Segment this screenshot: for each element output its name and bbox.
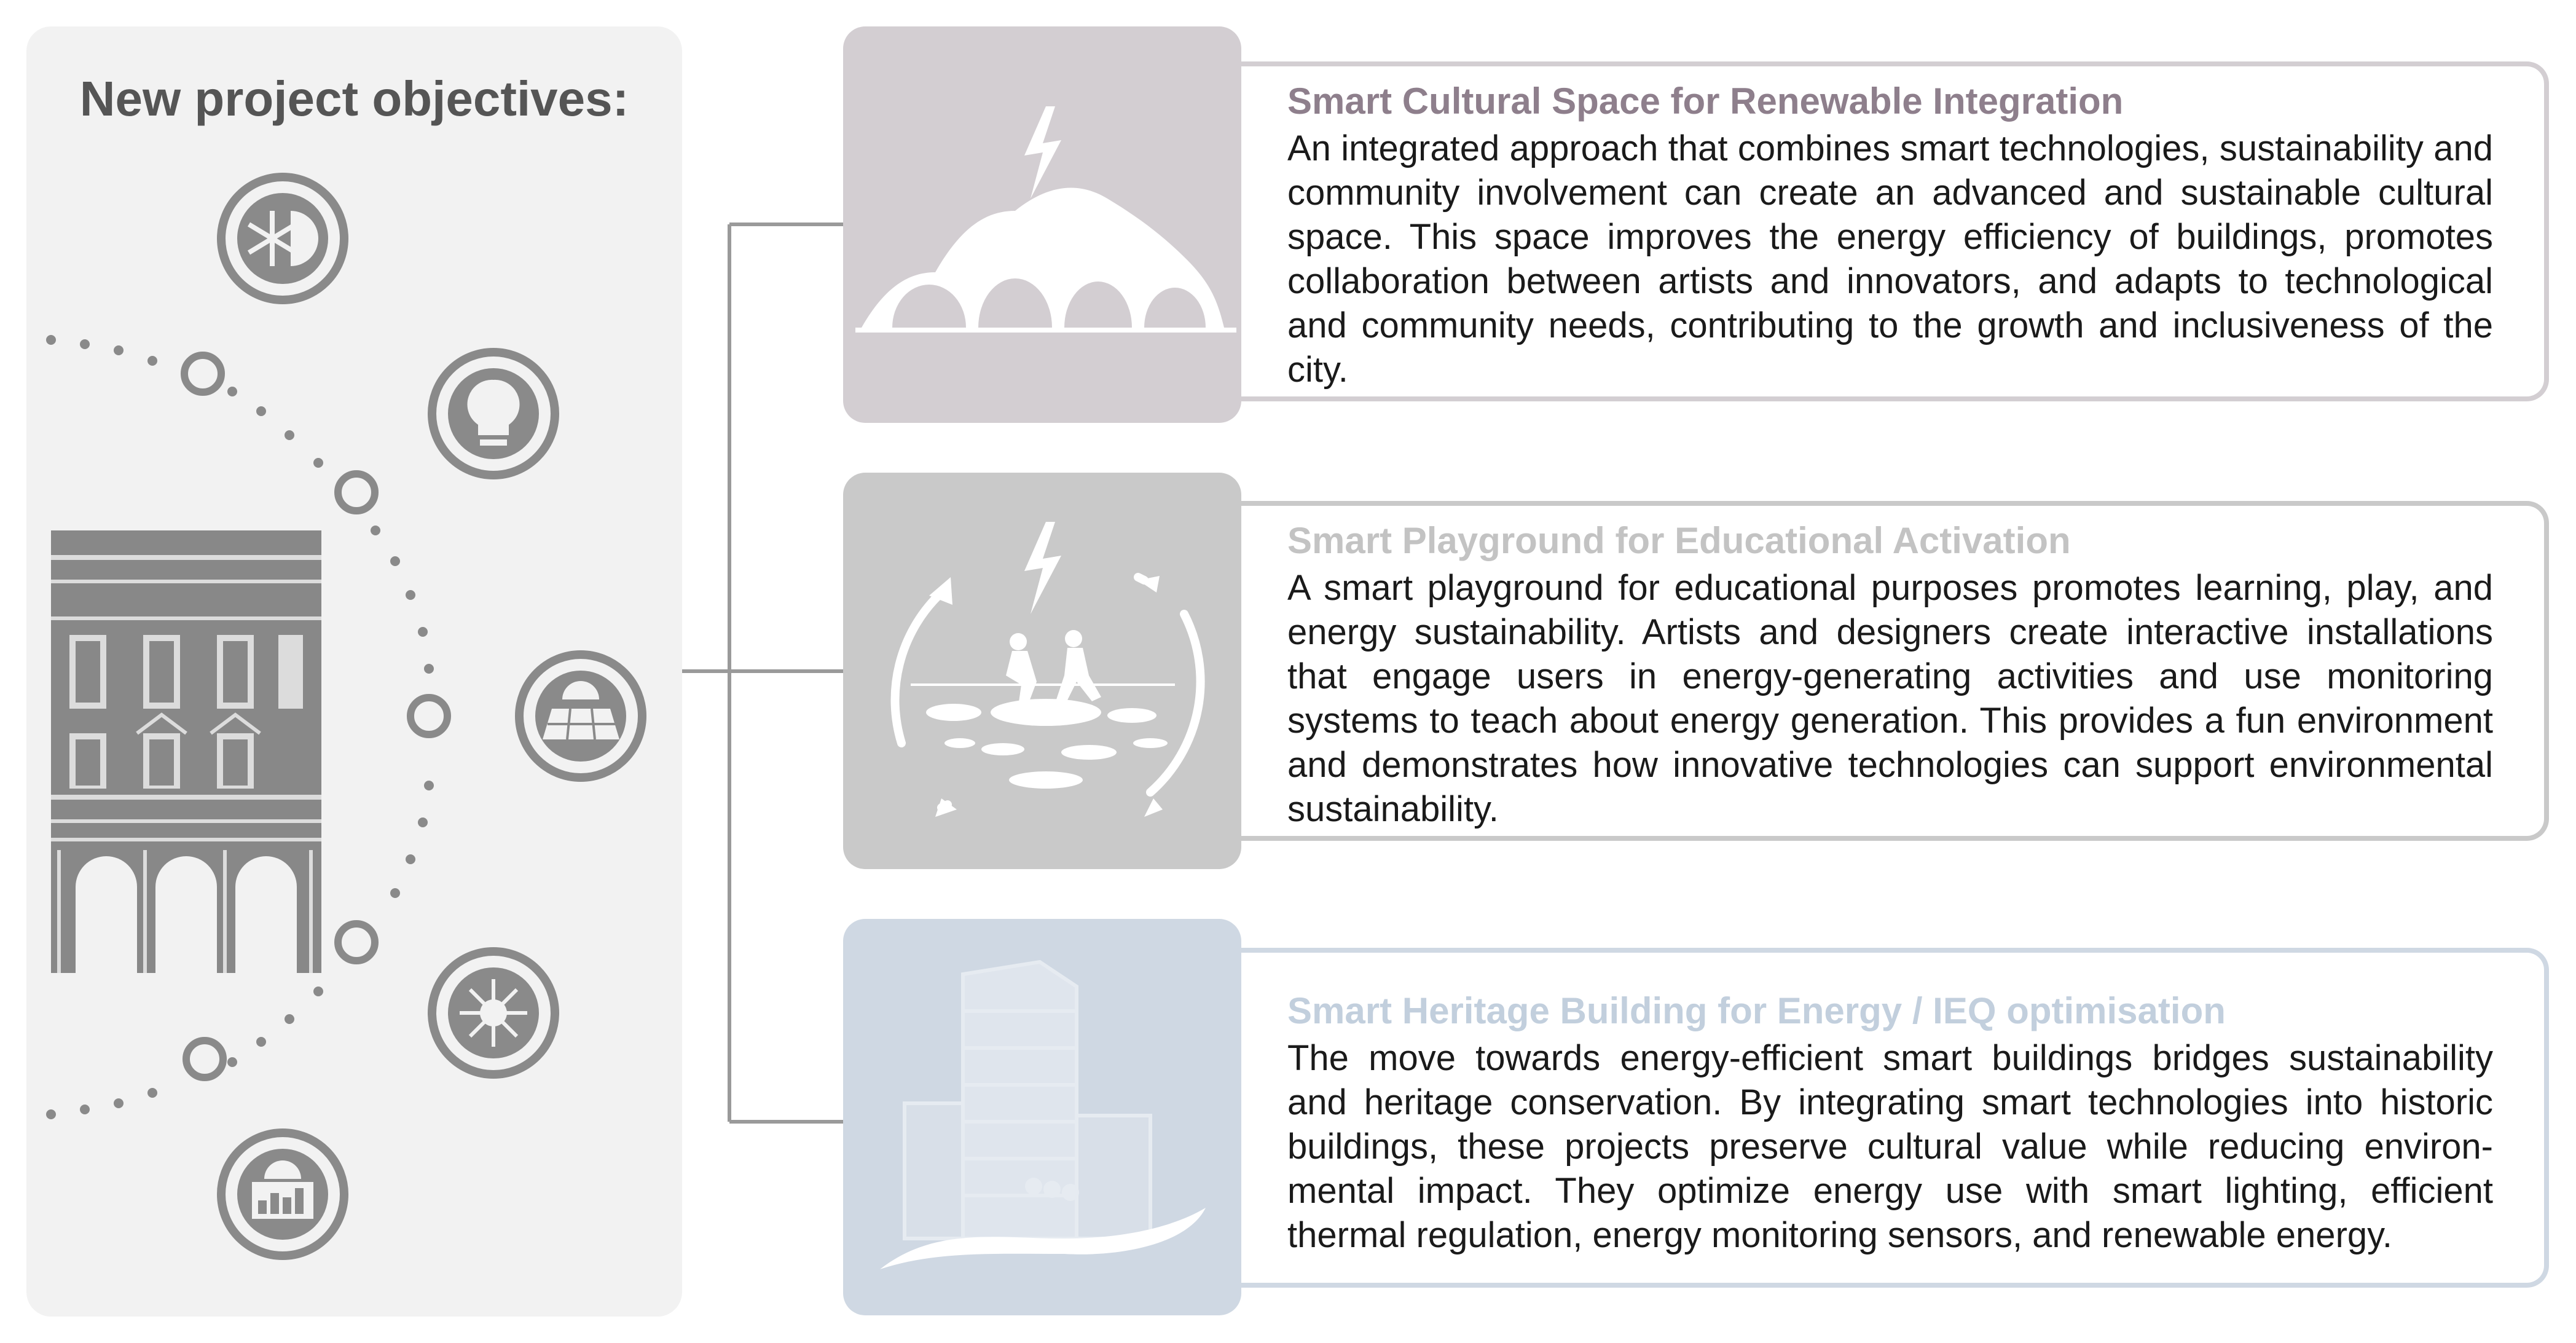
objectives-panel: [26, 26, 682, 1317]
gear-chart-icon: [221, 1133, 344, 1256]
playground-illustration: [843, 473, 1241, 869]
network-hub-icon: [432, 951, 555, 1074]
card-title: Smart Heritage Building for Energy / IEQ optimisation: [1287, 990, 2226, 1031]
card-body: An integrated approach that combines smart technologies, sustainability and community involvement can create an advanced and sustainable cultural space. This space improves the energy efficiency of buildings, promotes collaboration between artists and innovators, and adapts to technological and community needs, contributing to the growth and inclusiveness of the city.: [1287, 128, 2493, 390]
card-cultural-space: [1241, 61, 2549, 401]
card-body: The move towards energy-efficient smart buildings bridges sustainability and heritage conservation. By integrating smart technologies into historic buildings, these projects preserve cultural value while reducing environ-mental impact. They optimize energy use with smart lighting, efficient thermal regulation, energy monitoring sensors, and renewable energy.: [1287, 1038, 2493, 1255]
card-body: A smart playground for educational purposes promotes learning, play, and energy sustainability. Artists and designers create interactive installations that engage users in energy-generating activities and use monitoring systems to teach about energy generation. This provides a fun environment and demonstrates how innovative technologies can support environmental sustainability.: [1287, 568, 2493, 829]
heritage-building-illustration: [843, 919, 1241, 1315]
card-heritage-building: [1241, 948, 2549, 1288]
tile-cultural-space: [843, 26, 1241, 423]
heritage-building-facade: [51, 530, 321, 973]
lightbulb-icon: [432, 352, 555, 475]
card-title: Smart Cultural Space for Renewable Integration: [1287, 81, 2124, 122]
panel-title: New project objectives:: [79, 71, 629, 126]
objectives-illustration: [26, 26, 682, 1317]
solar-panel-icon: [519, 655, 642, 778]
cultural-space-illustration: [843, 26, 1241, 423]
tile-playground: [843, 473, 1241, 869]
lightning-icon: [1024, 106, 1061, 199]
tile-heritage-building: [843, 919, 1241, 1315]
snowflake-sun-icon: [221, 177, 344, 300]
card-title: Smart Playground for Educational Activation: [1287, 520, 2071, 561]
lightning-icon: [1024, 522, 1061, 614]
card-playground: [1241, 501, 2549, 841]
